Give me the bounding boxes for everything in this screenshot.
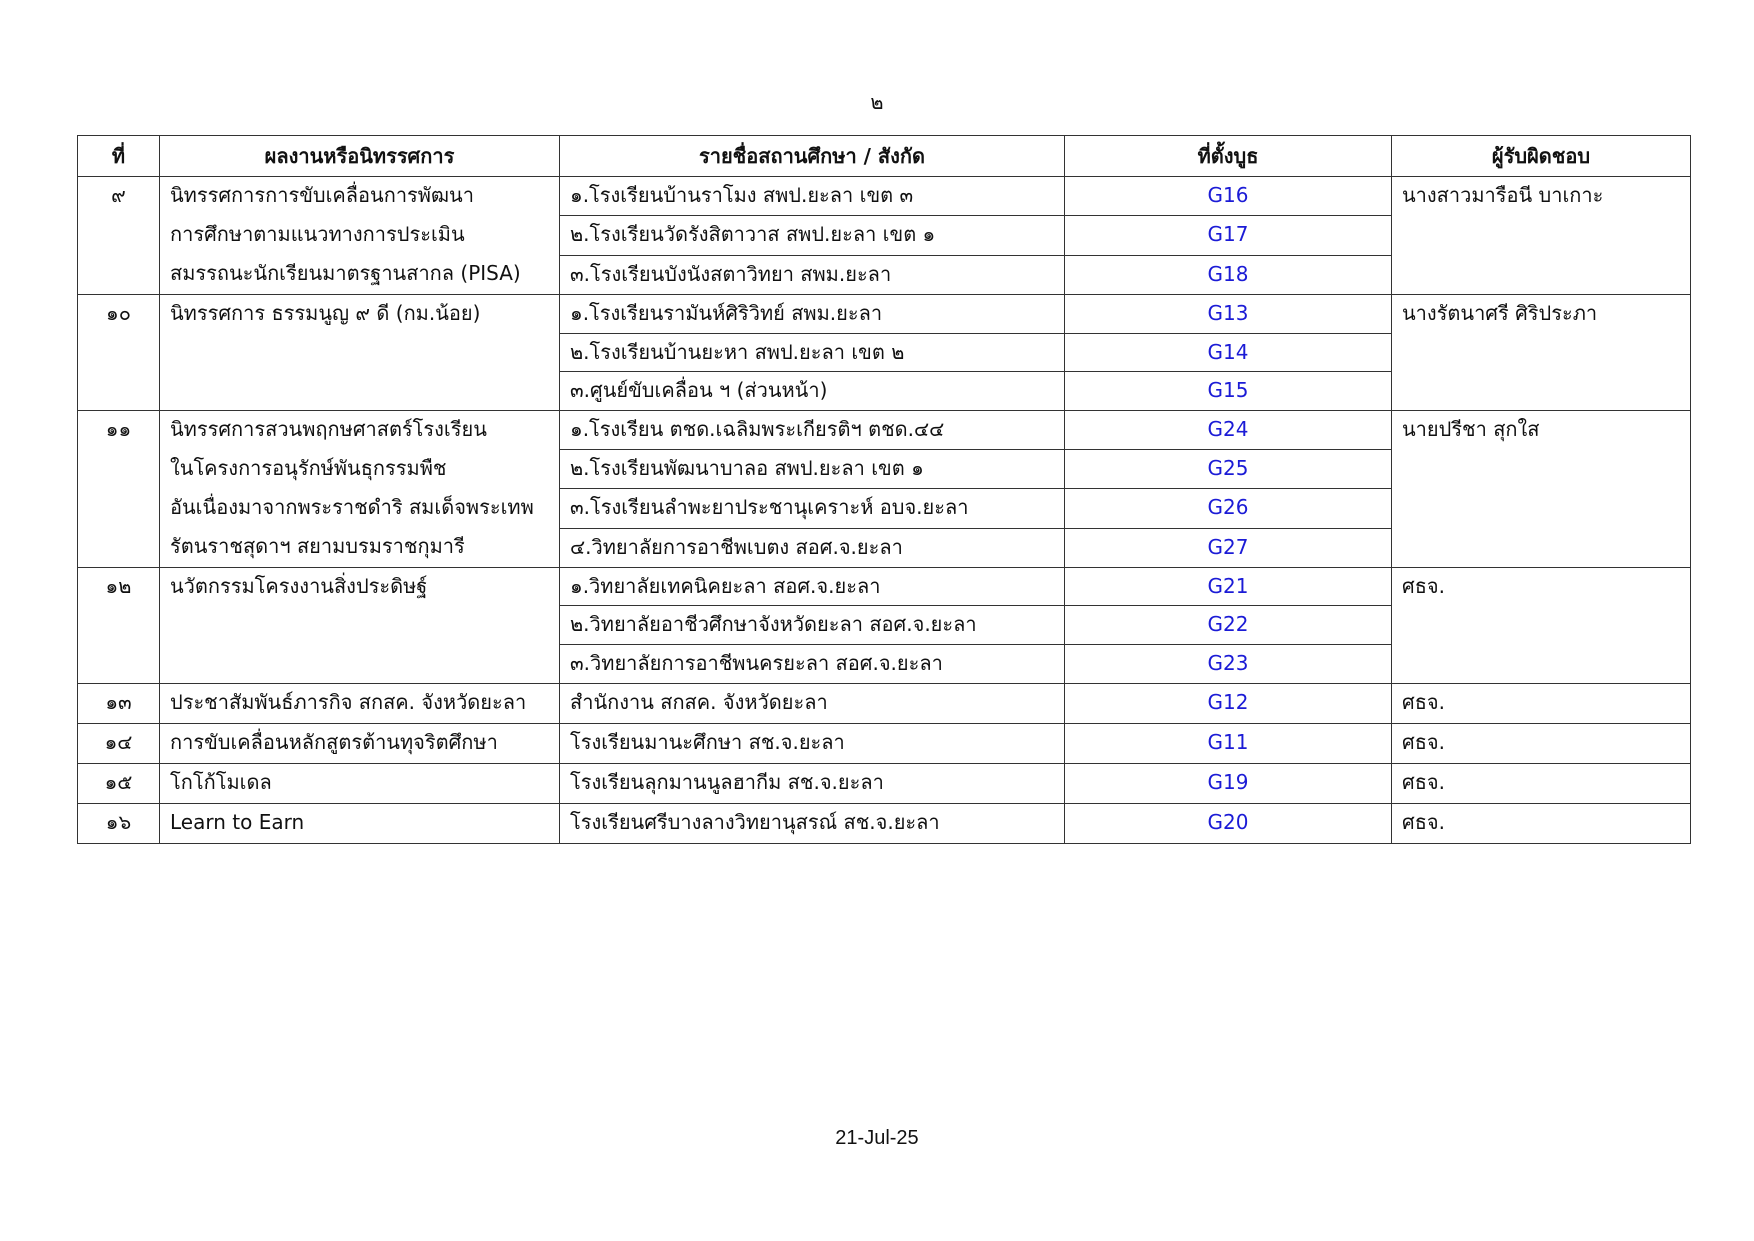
work-title-line: การศึกษาตามแนวทางการประเมิน bbox=[170, 222, 465, 246]
school-name: ๔.วิทยาลัยการอาชีพเบตง สอศ.จ.ยะลา bbox=[560, 528, 1065, 567]
booth-code: G25 bbox=[1065, 450, 1392, 489]
table-row bbox=[78, 683, 1691, 723]
work-title-line: นิทรรศการ ธรรมนูญ ๙ ดี (กม.น้อย) bbox=[170, 301, 481, 325]
footer-date: 21-Jul-25 bbox=[835, 1127, 919, 1149]
item-number: ๑๔ bbox=[78, 723, 160, 763]
item-number: ๑๑ bbox=[78, 410, 160, 567]
booth-code: G27 bbox=[1065, 528, 1392, 567]
school-name: สำนักงาน สกสค. จังหวัดยะลา bbox=[560, 683, 1065, 723]
school-name: โรงเรียนมานะศึกษา สช.จ.ยะลา bbox=[560, 723, 1065, 763]
header-school: รายชื่อสถานศึกษา / สังกัด bbox=[560, 136, 1065, 177]
owner-name: ศธจ. bbox=[1392, 763, 1691, 803]
header-booth: ที่ตั้งบูธ bbox=[1065, 136, 1392, 177]
booth-code: G24 bbox=[1065, 410, 1392, 449]
booth-code: G14 bbox=[1065, 333, 1392, 372]
work-title bbox=[160, 803, 560, 843]
table-row bbox=[78, 763, 1691, 803]
school-name: ๓.วิทยาลัยการอาชีพนครยะลา สอศ.จ.ยะลา bbox=[560, 644, 1065, 683]
work-title bbox=[160, 295, 560, 411]
work-title-line: การขับเคลื่อนหลักสูตรต้านทุจริตศึกษา bbox=[170, 729, 498, 754]
table-header-row bbox=[78, 136, 1691, 177]
owner-name: นางสาวมารือนี บาเกาะ bbox=[1392, 177, 1691, 295]
booth-code: G15 bbox=[1065, 372, 1392, 411]
work-title-line: ประชาสัมพันธ์ภารกิจ สกสค. จังหวัดยะลา bbox=[170, 689, 527, 714]
school-name: ๓.ศูนย์ขับเคลื่อน ฯ (ส่วนหน้า) bbox=[560, 372, 1065, 411]
school-name: โรงเรียนศรีบางลางวิทยานุสรณ์ สช.จ.ยะลา bbox=[560, 803, 1065, 843]
school-name: โรงเรียนลุกมานนูลฮากีม สช.จ.ยะลา bbox=[560, 763, 1065, 803]
header-no: ที่ bbox=[78, 136, 160, 177]
booth-code: G18 bbox=[1065, 255, 1392, 294]
booth-code: G13 bbox=[1065, 295, 1392, 334]
work-title-line: นิทรรศการสวนพฤกษศาสตร์โรงเรียน bbox=[170, 416, 487, 441]
work-title-line: โกโก้โมเดล bbox=[170, 769, 272, 794]
booth-code: G21 bbox=[1065, 567, 1392, 606]
work-title-line: นวัตกรรมโครงงานสิ่งประดิษฐ์ bbox=[170, 573, 428, 598]
booth-table bbox=[77, 135, 1691, 844]
work-title-line: สมรรถนะนักเรียนมาตรฐานสากล (PISA) bbox=[170, 261, 521, 285]
work-title bbox=[160, 567, 560, 683]
booth-code: G12 bbox=[1065, 683, 1392, 723]
page-number: ๒ bbox=[870, 90, 884, 114]
table-row bbox=[78, 410, 1691, 449]
table-row bbox=[78, 723, 1691, 763]
school-name: ๑.วิทยาลัยเทคนิคยะลา สอศ.จ.ยะลา bbox=[560, 567, 1065, 606]
owner-name: นายปรีชา สุกใส bbox=[1392, 410, 1691, 567]
school-name: ๒.โรงเรียนวัดรังสิตาวาส สพป.ยะลา เขต ๑ bbox=[560, 216, 1065, 255]
owner-name: ศธจ. bbox=[1392, 723, 1691, 763]
table-row bbox=[78, 567, 1691, 606]
booth-code: G16 bbox=[1065, 177, 1392, 216]
booth-code: G26 bbox=[1065, 489, 1392, 528]
school-name: ๑.โรงเรียน ตชด.เฉลิมพระเกียรติฯ ตชด.๔๔ bbox=[560, 410, 1065, 449]
table-row bbox=[78, 295, 1691, 334]
school-name: ๓.โรงเรียนลำพะยาประชานุเคราะห์ อบจ.ยะลา bbox=[560, 489, 1065, 528]
booth-code: G22 bbox=[1065, 606, 1392, 645]
item-number: ๑๒ bbox=[78, 567, 160, 683]
booth-code: G11 bbox=[1065, 723, 1392, 763]
table-row bbox=[78, 803, 1691, 843]
owner-name: ศธจ. bbox=[1392, 803, 1691, 843]
booth-code: G20 bbox=[1065, 803, 1392, 843]
work-title bbox=[160, 683, 560, 723]
work-title-line: รัตนราชสุดาฯ สยามบรมราชกุมารี bbox=[170, 533, 465, 558]
work-title bbox=[160, 177, 560, 295]
item-number: ๑๕ bbox=[78, 763, 160, 803]
owner-name: ศธจ. bbox=[1392, 567, 1691, 683]
item-number: ๑๖ bbox=[78, 803, 160, 843]
item-number: ๑๐ bbox=[78, 295, 160, 411]
booth-code: G23 bbox=[1065, 644, 1392, 683]
header-owner: ผู้รับผิดชอบ bbox=[1392, 136, 1691, 177]
school-name: ๒.โรงเรียนพัฒนาบาลอ สพป.ยะลา เขต ๑ bbox=[560, 450, 1065, 489]
school-name: ๓.โรงเรียนบังนังสตาวิทยา สพม.ยะลา bbox=[560, 255, 1065, 294]
table-body bbox=[78, 177, 1691, 844]
work-title-line: อันเนื่องมาจากพระราชดำริ สมเด็จพระเทพ bbox=[170, 494, 534, 519]
school-name: ๑.โรงเรียนรามันห์ศิริวิทย์ สพม.ยะลา bbox=[560, 295, 1065, 334]
work-title-line: นิทรรศการการขับเคลื่อนการพัฒนา bbox=[170, 183, 474, 207]
item-number: ๑๓ bbox=[78, 683, 160, 723]
booth-code: G17 bbox=[1065, 216, 1392, 255]
school-name: ๒.โรงเรียนบ้านยะหา สพป.ยะลา เขต ๒ bbox=[560, 333, 1065, 372]
work-title-line: Learn to Earn bbox=[170, 809, 305, 834]
work-title bbox=[160, 410, 560, 567]
work-title-line: ในโครงการอนุรักษ์พันธุกรรมพืช bbox=[170, 455, 447, 480]
owner-name: นางรัตนาศรี ศิริประภา bbox=[1392, 295, 1691, 411]
table-row bbox=[78, 177, 1691, 216]
header-work: ผลงานหรือนิทรรศการ bbox=[160, 136, 560, 177]
booth-code: G19 bbox=[1065, 763, 1392, 803]
work-title bbox=[160, 723, 560, 763]
school-name: ๒.วิทยาลัยอาชีวศึกษาจังหวัดยะลา สอศ.จ.ยะลา bbox=[560, 606, 1065, 645]
work-title bbox=[160, 763, 560, 803]
school-name: ๑.โรงเรียนบ้านราโมง สพป.ยะลา เขต ๓ bbox=[560, 177, 1065, 216]
item-number: ๙ bbox=[78, 177, 160, 295]
owner-name: ศธจ. bbox=[1392, 683, 1691, 723]
